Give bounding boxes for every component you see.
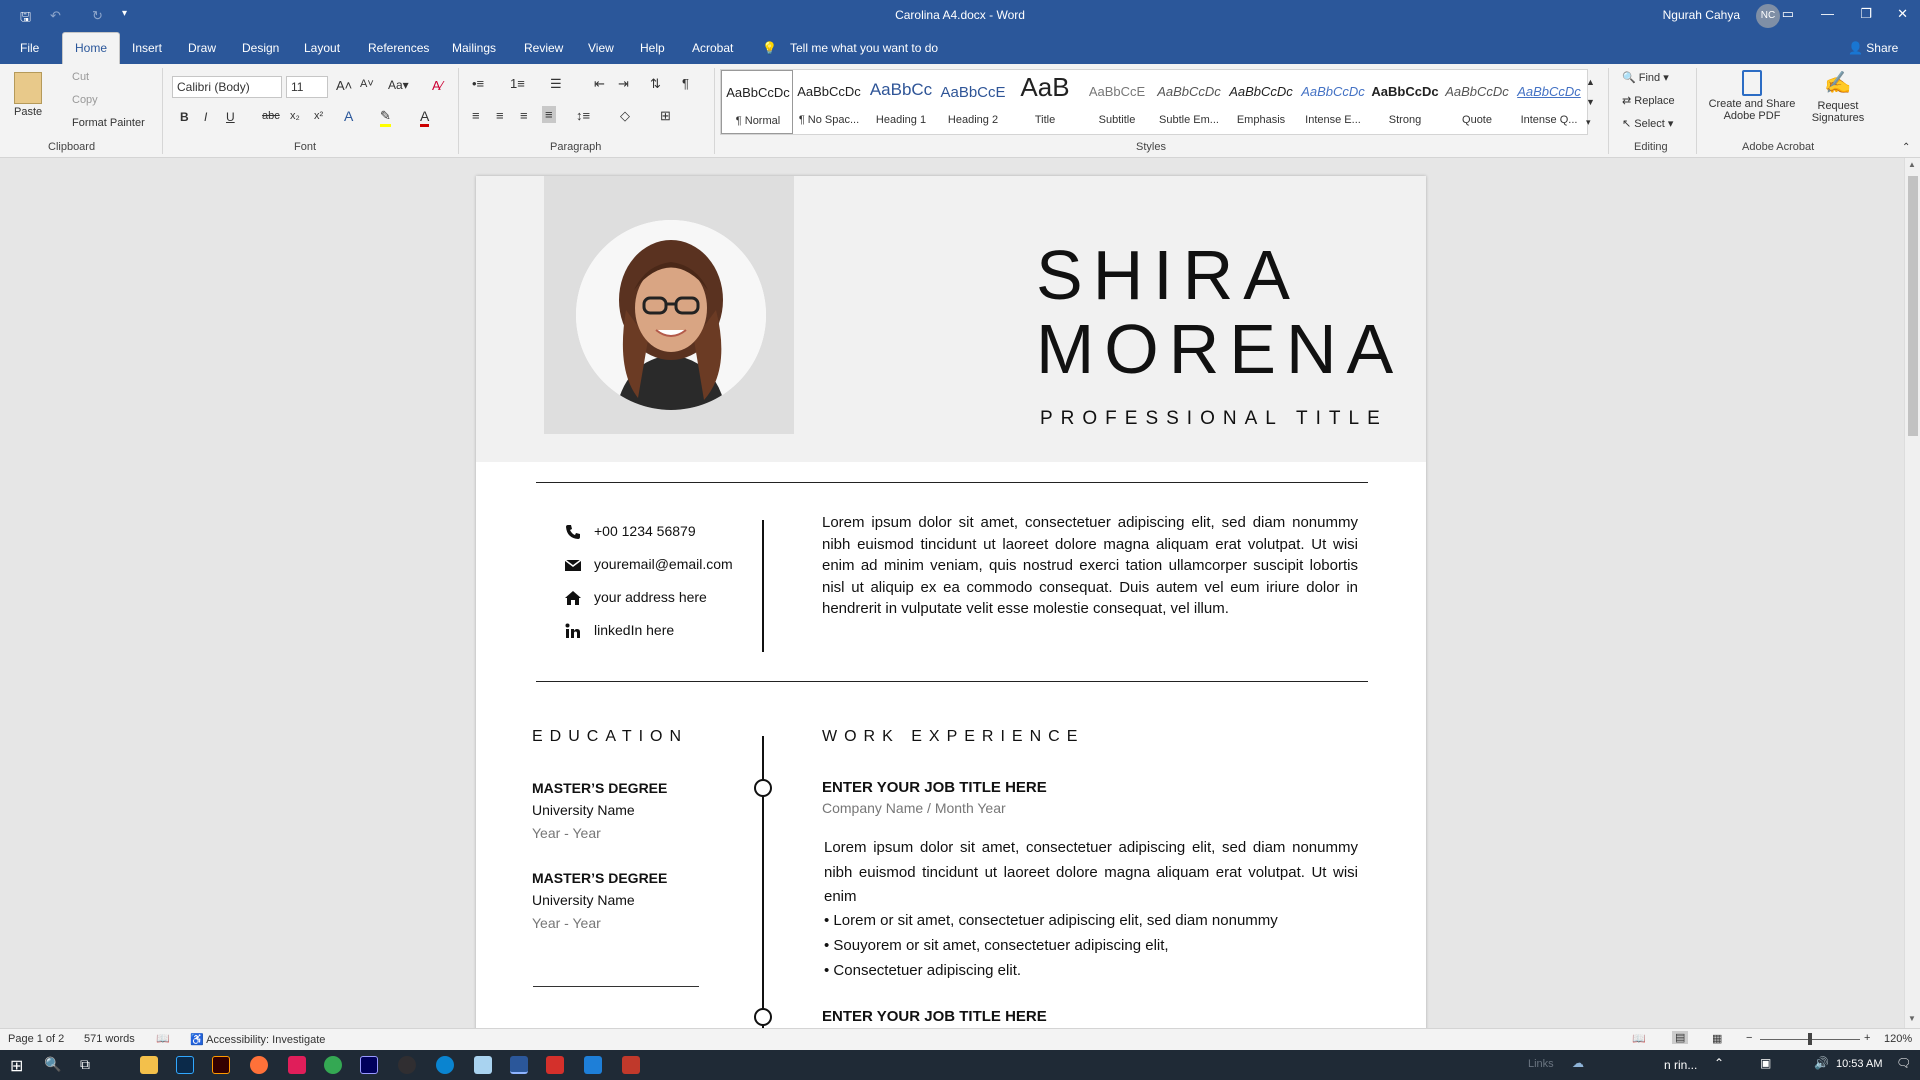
- cloud-icon[interactable]: ☁: [1572, 1056, 1584, 1070]
- create-pdf-button[interactable]: [1704, 70, 1800, 122]
- style-name: Intense Q...: [1520, 114, 1578, 126]
- create-pdf-label: Create and Share: [1708, 98, 1796, 110]
- clipboard-group-label: Clipboard: [48, 141, 96, 153]
- scroll-up-icon[interactable]: ▲: [1908, 160, 1916, 169]
- ribbon-tabs: [0, 32, 1920, 64]
- style-name: Subtitle: [1098, 114, 1136, 126]
- ribbon: [0, 64, 1920, 158]
- tab-help[interactable]: Help: [640, 41, 665, 55]
- file-explorer-icon[interactable]: [140, 1056, 158, 1074]
- multilevel-list-icon[interactable]: ☰: [550, 76, 562, 91]
- accessibility-label: Accessibility: Investigate: [206, 1034, 326, 1046]
- profile-photo[interactable]: [576, 220, 766, 410]
- replace-label: Replace: [1634, 95, 1675, 107]
- last-name: MORENA: [1036, 310, 1404, 388]
- style-heading-2[interactable]: [937, 70, 1009, 134]
- edu1-years: Year - Year: [532, 825, 601, 841]
- show-marks-icon[interactable]: ¶: [682, 76, 689, 91]
- request-label: Request: [1817, 100, 1859, 112]
- premiere-icon[interactable]: [360, 1056, 378, 1074]
- style-sample: AaBbCcDc: [1157, 84, 1221, 99]
- group-separator: [1696, 68, 1697, 154]
- job1-bullet-text: Souyorem or sit amet, consectetuer adipiscing elit,: [833, 937, 1169, 954]
- job1-description: Lorem ipsum dolor sit amet, consectetuer adipiscing elit, sed diam nonummy nibh euismod tincidunt ut laoreet dolore magna aliquam erat volutpat. Ut wisi enim: [824, 839, 1358, 905]
- scroll-down-icon[interactable]: ▼: [1908, 1014, 1916, 1023]
- italic-icon[interactable]: I: [204, 110, 208, 124]
- tray-chevron-icon[interactable]: ⌃: [1714, 1056, 1725, 1070]
- photoshop-icon[interactable]: [176, 1056, 194, 1074]
- job1-bullet: • Consectetuer adipiscing elit.: [824, 962, 1022, 979]
- share-label: Share: [1866, 41, 1899, 55]
- style-sample: AaB: [1020, 72, 1070, 102]
- edu2-school: University Name: [532, 892, 635, 908]
- style-heading-1[interactable]: [865, 70, 937, 134]
- zoom-level[interactable]: 120%: [1884, 1033, 1913, 1045]
- bullets-icon[interactable]: •≡: [472, 76, 485, 91]
- timeline-node: [754, 1008, 772, 1026]
- group-separator: [458, 68, 459, 154]
- tab-mailings[interactable]: Mailings: [452, 41, 497, 55]
- decrease-indent-icon[interactable]: ⇤: [594, 76, 605, 91]
- format-painter-button[interactable]: Format Painter: [72, 117, 145, 129]
- editing-group-label: Editing: [1634, 141, 1668, 153]
- edge-icon[interactable]: [436, 1056, 454, 1074]
- find-label: Find: [1638, 72, 1661, 84]
- portrait-illustration: [576, 220, 766, 410]
- save-icon[interactable]: 🖫: [20, 9, 32, 24]
- edu2-years: Year - Year: [532, 915, 601, 931]
- style-name: Emphasis: [1236, 114, 1286, 126]
- style-intense-quote[interactable]: [1513, 70, 1585, 134]
- paragraph-group-label: Paragraph: [550, 141, 602, 153]
- increase-indent-icon[interactable]: ⇥: [618, 76, 629, 91]
- numbering-icon[interactable]: 1≡: [510, 76, 525, 91]
- tab-design[interactable]: Design: [242, 41, 280, 55]
- illustrator-icon[interactable]: [212, 1056, 230, 1074]
- word-icon[interactable]: [510, 1056, 528, 1074]
- highlight-icon[interactable]: ✎: [380, 108, 391, 127]
- ribbon-display-icon[interactable]: ▭: [1781, 6, 1794, 21]
- style-sample: AaBbCcE: [940, 84, 1006, 101]
- document-page[interactable]: [476, 176, 1426, 1028]
- accessibility-status[interactable]: ♿ Accessibility: Investigate: [190, 1034, 326, 1046]
- start-icon[interactable]: ⊞: [10, 1058, 24, 1075]
- style-name: Title: [1034, 114, 1056, 126]
- change-case-icon[interactable]: Aa▾: [388, 78, 409, 92]
- word-count[interactable]: 571 words: [84, 1033, 135, 1045]
- links-toolbar[interactable]: Links: [1528, 1058, 1554, 1070]
- font-name-select[interactable]: Calibri (Body): [172, 76, 282, 98]
- request-label-2: Signatures: [1811, 112, 1865, 124]
- user-name[interactable]: Ngurah Cahya: [1662, 8, 1740, 22]
- tell-me-input[interactable]: Tell me what you want to do: [790, 41, 939, 55]
- subscript-icon[interactable]: x₂: [290, 110, 300, 122]
- style-name: Intense E...: [1305, 114, 1361, 126]
- proofing-icon[interactable]: 📖: [156, 1033, 170, 1045]
- paste-button[interactable]: Paste: [14, 106, 43, 118]
- group-separator: [162, 68, 163, 154]
- job1-company: Company Name / Month Year: [822, 800, 1006, 816]
- task-view-icon[interactable]: ⧉: [80, 1056, 90, 1072]
- style-intense-emphasis[interactable]: [1297, 70, 1369, 134]
- style-sample: AaBbCcDc: [726, 85, 790, 100]
- profile-summary: Lorem ipsum dolor sit amet, consectetuer adipiscing elit, sed diam nonummy nibh euismod tincidunt ut laoreet dolore magna aliquam erat volutpat. Ut wisi enim ad minim veniam, quis nostrud exerci tation ullamcorper suscipit lobortis nisl ut aliquip ex ea commodo consequat. Duis autem vel eum iriure dolor in hendrerit in vulputate velit esse molestie consequat, vel illum.: [822, 514, 1358, 617]
- collapse-ribbon-icon[interactable]: ⌃: [1902, 142, 1911, 153]
- style-sample: AaBbCcE: [1088, 84, 1146, 99]
- job1-bullet: • Lorem or sit amet, consectetuer adipiscing elit, sed diam nonummy: [824, 912, 1278, 929]
- edu2-degree: MASTER’S DEGREE: [532, 870, 668, 886]
- style-name: ¶ Normal: [735, 115, 781, 127]
- line-spacing-icon[interactable]: ↕≡: [576, 108, 591, 123]
- job2-title: ENTER YOUR JOB TITLE HERE: [822, 1008, 1047, 1025]
- professional-title: PROFESSIONAL TITLE: [1040, 408, 1388, 429]
- zoom-slider-thumb[interactable]: [1808, 1033, 1812, 1045]
- acrobat-group-label: Adobe Acrobat: [1742, 141, 1815, 153]
- search-icon[interactable]: 🔍: [44, 1056, 62, 1072]
- tab-layout[interactable]: Layout: [304, 41, 341, 55]
- pdf-doc-icon: [1742, 70, 1762, 96]
- minimize-button[interactable]: —: [1821, 6, 1834, 21]
- tab-references[interactable]: References: [368, 41, 430, 55]
- firefox-icon[interactable]: [250, 1056, 268, 1074]
- page-count[interactable]: Page 1 of 2: [8, 1033, 65, 1045]
- zoom-in-icon[interactable]: +: [1864, 1032, 1871, 1044]
- notepad-icon[interactable]: [474, 1056, 492, 1074]
- style-name: Subtle Em...: [1159, 114, 1219, 126]
- clock[interactable]: 10:53 AM: [1836, 1058, 1883, 1070]
- bold-icon[interactable]: B: [180, 110, 189, 124]
- read-mode-icon[interactable]: 📖: [1632, 1033, 1646, 1045]
- scroll-thumb[interactable]: [1908, 176, 1918, 436]
- request-signatures-button[interactable]: [1800, 70, 1876, 124]
- style-name: ¶ No Spac...: [798, 114, 860, 126]
- restore-button[interactable]: ❐: [1860, 6, 1872, 21]
- styles-more-icon[interactable]: ▲ ▼ ▾: [1586, 77, 1595, 127]
- status-bar: [0, 1028, 1920, 1050]
- divider-top: [536, 482, 1368, 483]
- print-layout-icon[interactable]: ▤: [1672, 1031, 1688, 1044]
- tab-insert[interactable]: Insert: [132, 41, 163, 55]
- education-underline: [533, 986, 699, 987]
- style-name: Strong: [1388, 114, 1422, 126]
- style-title[interactable]: [1009, 70, 1081, 134]
- job1-bullet-text: Lorem or sit amet, consectetuer adipiscing elit, sed diam nonummy: [833, 912, 1278, 929]
- style-sample: AaBbCcDc: [1517, 84, 1581, 99]
- create-pdf-label-2: Adobe PDF: [1723, 110, 1781, 122]
- style-no-spacing[interactable]: [793, 70, 865, 134]
- edu1-degree: MASTER’S DEGREE: [532, 780, 668, 796]
- phone-text: +00 1234 56879: [594, 523, 696, 539]
- web-layout-icon[interactable]: ▦: [1712, 1033, 1723, 1045]
- style-sample: AaBbCcDc: [1445, 84, 1509, 99]
- timeline-node: [754, 779, 772, 797]
- signature-icon: ✍: [1824, 70, 1852, 95]
- styles-gallery: [720, 69, 1588, 135]
- select-label: Select: [1634, 118, 1665, 130]
- style-subtle-emphasis[interactable]: [1153, 70, 1225, 134]
- underline-icon[interactable]: U: [226, 110, 235, 124]
- style-subtitle[interactable]: [1081, 70, 1153, 134]
- sort-icon[interactable]: ⇅: [650, 76, 661, 91]
- divider-middle: [536, 681, 1368, 682]
- shrink-font-icon[interactable]: A˅: [360, 78, 374, 90]
- style-sample: AaBbCcDc: [1301, 84, 1365, 99]
- grow-font-icon[interactable]: A˄: [336, 78, 353, 93]
- tab-draw[interactable]: Draw: [188, 41, 217, 55]
- obs-icon[interactable]: [398, 1056, 416, 1074]
- lightbulb-icon: 💡: [762, 41, 777, 55]
- taskbar: [0, 1050, 1920, 1080]
- styles-group-label: Styles: [1136, 141, 1166, 153]
- superscript-icon[interactable]: x²: [314, 110, 324, 122]
- linkedin-text[interactable]: linkedIn here: [594, 622, 675, 638]
- style-sample: AaBbCcDc: [1229, 84, 1293, 99]
- slack-icon[interactable]: [288, 1056, 306, 1074]
- education-title: EDUCATION: [532, 728, 689, 745]
- first-name: SHIRA: [1036, 236, 1300, 314]
- address-text: your address here: [594, 589, 707, 605]
- align-right-icon[interactable]: ≡: [520, 108, 528, 123]
- font-group-label: Font: [294, 141, 317, 153]
- resume-header: [476, 176, 1426, 462]
- borders-icon[interactable]: ⊞: [660, 108, 671, 123]
- tab-home[interactable]: Home: [62, 32, 120, 64]
- photos-icon[interactable]: [584, 1056, 602, 1074]
- title-bar: [0, 0, 1920, 32]
- close-button[interactable]: ✕: [1897, 6, 1908, 21]
- window-title: Carolina A4.docx - Word: [895, 8, 1025, 22]
- tab-acrobat[interactable]: Acrobat: [692, 41, 734, 55]
- redo-icon[interactable]: ↻: [92, 8, 103, 23]
- find-button[interactable]: 🔍 Find ▾: [1622, 72, 1669, 84]
- edu1-school: University Name: [532, 802, 635, 818]
- style-normal[interactable]: [721, 70, 793, 134]
- avatar[interactable]: NC: [1756, 4, 1780, 28]
- style-sample: AaBbCc: [869, 80, 933, 99]
- style-emphasis[interactable]: [1225, 70, 1297, 134]
- font-size-select[interactable]: 11: [286, 76, 328, 98]
- cut-button[interactable]: Cut: [72, 71, 90, 83]
- wifi-icon[interactable]: ▣: [1760, 1056, 1772, 1070]
- contact-divider: [762, 520, 764, 652]
- tray-app-label[interactable]: n rin...: [1664, 1058, 1698, 1072]
- resume-name: [1036, 238, 1403, 386]
- font-color-icon[interactable]: A: [420, 108, 429, 127]
- group-separator: [1608, 68, 1609, 154]
- job1-bullet-text: Consectetuer adipiscing elit.: [833, 962, 1022, 979]
- email-icon: [564, 556, 582, 574]
- excel-sheet-icon[interactable]: [622, 1056, 640, 1074]
- align-left-icon[interactable]: ≡: [472, 108, 480, 123]
- strikethrough-icon[interactable]: abc: [262, 110, 280, 122]
- justify-icon[interactable]: ≡: [542, 106, 556, 123]
- work-experience-title: WORK EXPERIENCE: [822, 728, 1085, 745]
- job1-title: ENTER YOUR JOB TITLE HERE: [822, 779, 1047, 796]
- share-button[interactable]: 👤 Share: [1848, 41, 1899, 55]
- style-sample: AaBbCcDc: [797, 84, 861, 99]
- style-sample: AaBbCcDc: [1371, 84, 1439, 99]
- email-text: youremail@email.com: [594, 556, 733, 572]
- style-quote[interactable]: [1441, 70, 1513, 134]
- zoom-out-icon[interactable]: −: [1746, 1032, 1753, 1044]
- document-area[interactable]: [0, 158, 1904, 1028]
- style-name: Heading 2: [947, 114, 999, 126]
- acrobat-icon[interactable]: [546, 1056, 564, 1074]
- replace-button[interactable]: ⇄ Replace: [1622, 95, 1675, 107]
- style-name: Heading 1: [875, 114, 927, 126]
- copy-button[interactable]: Copy: [72, 94, 98, 106]
- tab-review[interactable]: Review: [524, 41, 564, 55]
- notifications-icon[interactable]: 🗨: [1896, 1056, 1912, 1070]
- tab-file[interactable]: File: [20, 41, 40, 55]
- chrome-icon[interactable]: [324, 1056, 342, 1074]
- linkedin-icon: [564, 622, 582, 640]
- text-effects-icon[interactable]: A: [344, 108, 354, 124]
- phone-icon: [564, 523, 582, 541]
- select-button[interactable]: ↖ Select ▾: [1622, 118, 1674, 130]
- paste-icon[interactable]: [14, 72, 42, 104]
- tab-view[interactable]: View: [588, 41, 614, 55]
- clear-formatting-icon[interactable]: A∕: [432, 78, 443, 93]
- job1-bullet: • Souyorem or sit amet, consectetuer adipiscing elit,: [824, 937, 1169, 954]
- volume-icon[interactable]: 🔊: [1814, 1056, 1829, 1070]
- style-strong[interactable]: [1369, 70, 1441, 134]
- undo-icon[interactable]: ↶: [50, 8, 61, 23]
- style-name: Quote: [1462, 114, 1492, 126]
- customize-qat-icon[interactable]: ▾: [122, 8, 128, 19]
- shading-icon[interactable]: ◇: [620, 108, 630, 123]
- home-icon: [564, 589, 582, 607]
- vertical-scrollbar[interactable]: [1904, 158, 1920, 1028]
- align-center-icon[interactable]: ≡: [496, 108, 504, 123]
- group-separator: [714, 68, 715, 154]
